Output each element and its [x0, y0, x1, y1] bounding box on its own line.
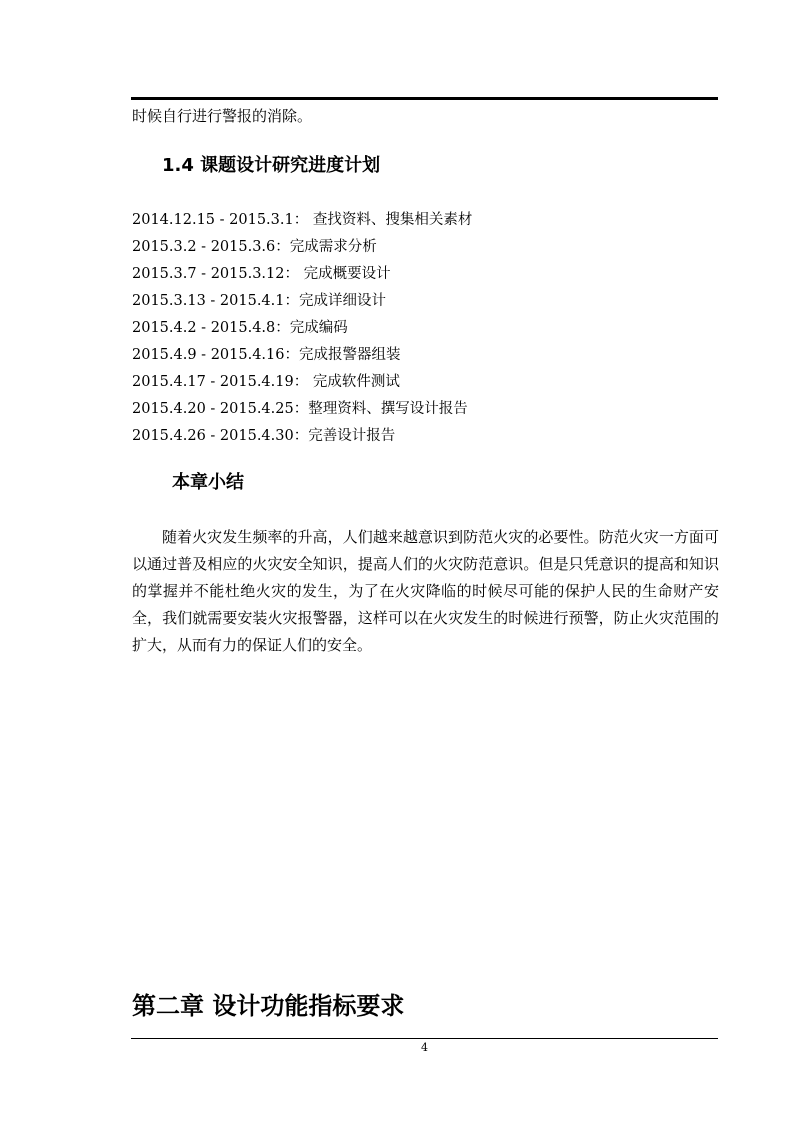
- page-number: 4: [421, 1041, 428, 1054]
- schedule-item: 2015.3.2 - 2015.3.6：完成需求分析: [132, 239, 377, 255]
- continuation-text: 时候自行进行警报的消除。: [132, 107, 313, 125]
- summary-paragraph: 随着火灾发生频率的升高，人们越来越意识到防范火灾的必要性。防范火灾一方面可以通过普及相应的火灾安全知识，提高人们的火灾防范意识。但是只凭意识的提高和知识的掌握并不能杜绝火灾的发生，为了在火灾降临的时候尽可能的保护人民的生命财产安全，我们就需要安装火灾报警器，这样可以在火灾发生的时候进行预警，防止火灾范围的扩大，从而有力的保证人们的安全。: [132, 528, 719, 654]
- header-rule: [131, 97, 718, 100]
- schedule-item: 2015.4.26 - 2015.4.30：完善设计报告: [132, 428, 396, 444]
- schedule-item: 2015.3.7 - 2015.3.12： 完成概要设计: [132, 266, 391, 282]
- schedule-item: 2015.4.20 - 2015.4.25：整理资料、撰写设计报告: [132, 401, 468, 417]
- summary-heading: 本章小结: [172, 472, 244, 493]
- schedule-list: [132, 209, 472, 452]
- schedule-item: 2015.4.9 - 2015.4.16：完成报警器组装: [132, 347, 401, 363]
- section-heading: 1.4 课题设计研究进度计划: [162, 155, 381, 176]
- schedule-item: 2015.4.2 - 2015.4.8：完成编码: [132, 320, 348, 336]
- schedule-item: 2014.12.15 - 2015.3.1： 查找资料、搜集相关素材: [132, 212, 473, 228]
- schedule-item: 2015.4.17 - 2015.4.19： 完成软件测试: [132, 374, 400, 390]
- chapter-title: 第二章 设计功能指标要求: [132, 992, 405, 1020]
- footer-rule: [131, 1038, 718, 1039]
- schedule-item: 2015.3.13 - 2015.4.1：完成详细设计: [132, 293, 386, 309]
